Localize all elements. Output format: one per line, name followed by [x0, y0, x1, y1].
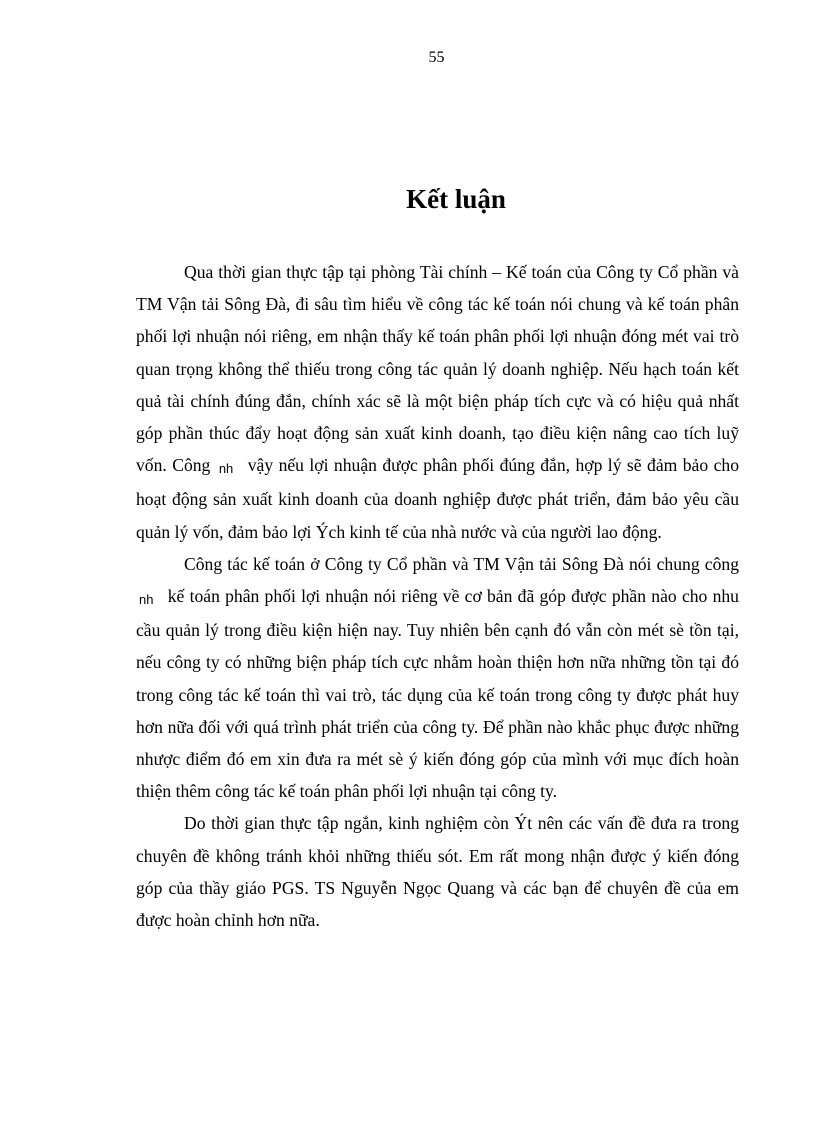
paragraph-1 — [136, 256, 739, 548]
paragraph-3 — [136, 807, 739, 936]
paragraph-3-run-1: Do thời gian thực tập ngắn, kinh nghiệm còn Ýt nên các vấn đề đưa ra trong chuyên đề không tránh khỏi những thiếu sót. Em rất mong nhận được ý kiến đóng góp của thầy giáo PGS. TS Nguyễn Ngọc Quang và các bạn để chuyên đề của em được hoàn chỉnh hơn nữa. — [136, 813, 739, 931]
inline-fragment: nh — [139, 592, 154, 608]
body-text — [136, 256, 739, 936]
page-number: 55 — [428, 49, 445, 66]
document-title: Kết luận — [406, 184, 506, 214]
paragraph-1-run-1: Qua thời gian thực tập tại phòng Tài chính – Kế toán của Công ty Cổ phần và TM Vận tải Sông Đà, đi sâu tìm hiểu về công tác kế toán nói chung và kế toán phân phối lợi nhuận nói riêng, em nhận thấy kế toán phân phối lợi nhuận đóng mét vai trò quan trọng không thể thiếu trong công tác quản lý doanh nghiệp. Nếu hạch toán kết quả tài chính đúng đắn, chính xác sẽ là một biện pháp tích cực và có hiệu quả nhất góp phần thúc đẩy hoạt động sản xuất kinh doanh, tạo điều kiện nâng cao tích luỹ vốn. Công — [136, 262, 739, 476]
paragraph-2-run-2: kế toán phân phối lợi nhuận nói riêng về cơ bản đã góp được phần nào cho nhu cầu quản lý trong điều kiện hiện nay. Tuy nhiên bên cạnh đó vẫn còn mét sè tồn tại, nếu công ty có những biện pháp tích cực nhằm hoàn thiện hơn nữa những tồn tại đó trong công tác kế toán thì vai trò, tác dụng của kế toán trong công ty được phát huy hơn nữa đối với quá trình phát triển của công ty. Để phần nào khắc phục được những nhược điểm đó em xin đưa ra mét sè ý kiến đóng góp của mình với mục đích hoàn thiện thêm công tác kế toán phân phối lợi nhuận tại công ty. — [136, 586, 739, 802]
inline-fragment: nh — [218, 461, 234, 477]
paragraph-1-run-2: vậy nếu lợi nhuận được phân phối đúng đắn, hợp lý sẽ đảm bảo cho hoạt động sản xuất kinh doanh của doanh nghiệp được phát triển, đảm bảo yêu cầu quản lý vốn, đảm bảo lợi Ých kinh tế của nhà nước và của người lao động. — [136, 455, 739, 542]
paragraph-2-run-1: Công tác kế toán ở Công ty Cổ phần và TM Vận tải Sông Đà nói chung công — [184, 553, 739, 574]
paragraph-2 — [136, 548, 739, 808]
